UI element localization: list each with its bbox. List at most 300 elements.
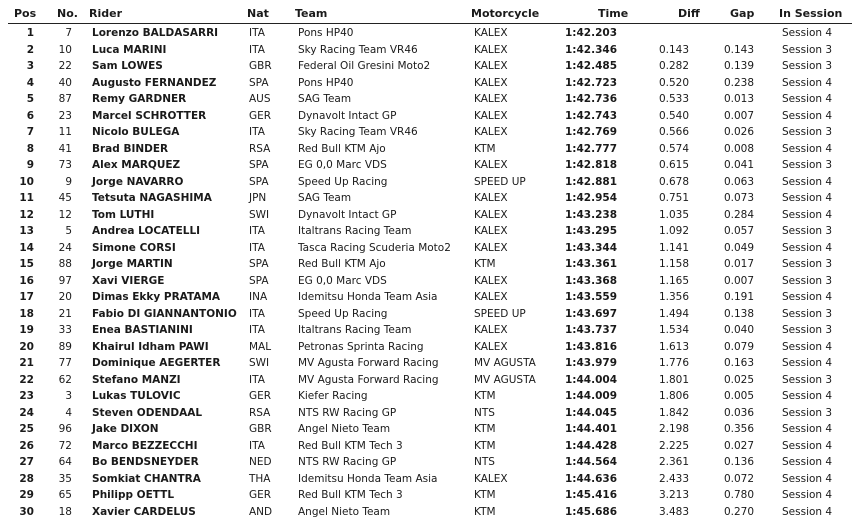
cell-motorcycle: KALEX	[474, 192, 508, 204]
cell-diff: 2.361	[658, 456, 689, 468]
cell-motorcycle: KALEX	[474, 340, 508, 353]
cell-nat: ITA	[249, 439, 265, 452]
cell-pos: 14	[19, 241, 34, 254]
cell-pos: 24	[19, 406, 34, 419]
cell-motorcycle: NTS	[474, 456, 495, 468]
cell-motorcycle: MV AGUSTA	[474, 373, 536, 386]
cell-rider: Lukas TULOVIC	[92, 390, 181, 402]
cell-gap: 0.138	[723, 307, 754, 320]
cell-team: Pons HP40	[298, 76, 354, 89]
table-row	[0, 388, 852, 405]
cell-pos: 22	[19, 373, 34, 386]
cell-nat: ITA	[249, 307, 265, 320]
cell-rider: Alex MARQUEZ	[92, 159, 181, 171]
cell-team: Sky Racing Team VR46	[298, 126, 418, 138]
cell-pos: 17	[19, 291, 34, 303]
cell-number: 40	[58, 76, 72, 89]
cell-rider: Somkiat CHANTRA	[92, 472, 201, 485]
cell-team: Tasca Racing Scuderia Moto2	[298, 241, 451, 254]
cell-number: 73	[58, 159, 72, 171]
cell-time: 1:43.344	[565, 241, 618, 254]
cell-gap: 0.008	[723, 142, 754, 155]
cell-time: 1:45.686	[565, 505, 618, 518]
table-row	[0, 207, 852, 224]
cell-motorcycle: KALEX	[474, 27, 508, 39]
cell-team: Idemitsu Honda Team Asia	[298, 291, 438, 303]
header-nat: Nat	[247, 7, 269, 20]
cell-nat: SWI	[249, 208, 270, 221]
cell-pos: 26	[19, 439, 34, 452]
cell-motorcycle: KALEX	[474, 93, 508, 105]
table-row	[0, 190, 852, 207]
cell-number: 35	[58, 472, 72, 485]
cell-diff: 1.842	[658, 406, 689, 419]
header-session: In Session	[779, 7, 843, 20]
cell-time: 1:43.737	[565, 324, 618, 336]
cell-number: 12	[58, 208, 72, 221]
cell-diff: 1.141	[658, 241, 689, 254]
table-row	[0, 124, 852, 141]
table-row	[0, 174, 852, 191]
cell-team: MV Agusta Forward Racing	[298, 357, 439, 369]
table-row	[0, 157, 852, 174]
table-row	[0, 75, 852, 92]
cell-number: 87	[58, 93, 72, 105]
cell-session: Session 3	[782, 258, 833, 270]
cell-nat: NED	[249, 456, 272, 468]
cell-pos: 5	[26, 93, 34, 105]
cell-session: Session 4	[782, 390, 833, 402]
cell-time: 1:43.979	[565, 357, 618, 369]
cell-pos: 3	[26, 60, 34, 72]
header-divider	[8, 23, 852, 24]
cell-diff: 0.282	[658, 60, 689, 72]
cell-session: Session 3	[782, 126, 833, 138]
cell-rider: Lorenzo BALDASARRI	[92, 27, 219, 39]
cell-diff: 2.198	[658, 423, 689, 435]
cell-team: Pons HP40	[298, 27, 354, 39]
cell-nat: ITA	[249, 324, 265, 336]
cell-time: 1:43.816	[565, 340, 618, 353]
cell-gap: 0.356	[723, 423, 754, 435]
cell-pos: 27	[19, 456, 34, 468]
cell-session: Session 4	[782, 340, 833, 353]
cell-number: 22	[58, 60, 72, 72]
cell-gap: 0.040	[723, 324, 754, 336]
cell-number: 3	[65, 390, 72, 402]
cell-team: Sky Racing Team VR46	[298, 43, 418, 56]
cell-nat: MAL	[249, 340, 272, 353]
header-pos: Pos	[14, 7, 37, 20]
cell-session: Session 3	[782, 307, 833, 320]
header-diff: Diff	[678, 7, 700, 20]
cell-nat: GBR	[249, 423, 272, 435]
cell-number: 72	[58, 439, 72, 452]
cell-pos: 18	[19, 307, 34, 320]
table-row	[0, 25, 852, 42]
cell-motorcycle: KALEX	[474, 109, 508, 122]
table-row	[0, 372, 852, 389]
cell-rider: Xavier CARDELUS	[92, 505, 196, 518]
cell-time: 1:43.238	[565, 208, 618, 221]
table-row	[0, 108, 852, 125]
cell-team: Federal Oil Gresini Moto2	[298, 60, 431, 72]
cell-diff: 1.534	[658, 324, 689, 336]
cell-diff: 0.540	[658, 109, 689, 122]
cell-number: 62	[58, 373, 72, 386]
cell-number: 89	[58, 340, 72, 353]
cell-time: 1:44.004	[565, 373, 618, 386]
cell-pos: 9	[26, 159, 34, 171]
cell-time: 1:44.564	[565, 456, 618, 468]
header-motorcycle: Motorcycle	[471, 7, 540, 20]
cell-rider: Stefano MANZI	[92, 373, 181, 386]
cell-nat: ITA	[249, 225, 265, 237]
cell-time: 1:42.736	[565, 93, 618, 105]
cell-nat: ITA	[249, 43, 265, 56]
cell-gap: 0.238	[723, 76, 754, 89]
cell-diff: 1.806	[658, 390, 689, 402]
cell-nat: GER	[249, 109, 272, 122]
cell-time: 1:42.723	[565, 76, 618, 89]
cell-team: Speed Up Racing	[298, 175, 388, 188]
cell-time: 1:42.954	[565, 192, 618, 204]
cell-gap: 0.026	[723, 126, 754, 138]
cell-motorcycle: KALEX	[474, 291, 508, 303]
cell-team: Italtrans Racing Team	[298, 324, 412, 336]
cell-time: 1:43.295	[565, 225, 618, 237]
cell-number: 77	[58, 357, 72, 369]
cell-gap: 0.079	[723, 340, 754, 353]
cell-time: 1:42.777	[565, 142, 618, 155]
cell-nat: ITA	[249, 241, 265, 254]
cell-time: 1:42.203	[565, 27, 618, 39]
cell-motorcycle: KALEX	[474, 76, 508, 89]
cell-pos: 13	[19, 225, 34, 237]
cell-gap: 0.013	[723, 93, 754, 105]
cell-number: 24	[58, 241, 72, 254]
cell-motorcycle: KALEX	[474, 60, 508, 72]
cell-rider: Brad BINDER	[92, 142, 169, 155]
cell-pos: 15	[19, 258, 34, 270]
cell-nat: ITA	[249, 373, 265, 386]
cell-gap: 0.191	[723, 291, 754, 303]
cell-time: 1:43.368	[565, 274, 618, 287]
cell-motorcycle: KALEX	[474, 225, 508, 237]
cell-rider: Andrea LOCATELLI	[92, 225, 201, 237]
cell-pos: 12	[19, 208, 34, 221]
cell-pos: 21	[19, 357, 34, 369]
cell-pos: 23	[19, 390, 34, 402]
cell-number: 96	[58, 423, 72, 435]
cell-diff: 1.165	[658, 274, 689, 287]
cell-nat: INA	[249, 291, 268, 303]
cell-diff: 0.566	[658, 126, 689, 138]
cell-rider: Xavi VIERGE	[92, 274, 165, 287]
cell-nat: RSA	[249, 142, 271, 155]
cell-nat: GER	[249, 489, 272, 501]
cell-rider: Luca MARINI	[92, 43, 167, 56]
cell-gap: 0.284	[723, 208, 754, 221]
cell-number: 88	[58, 258, 72, 270]
cell-rider: Dominique AEGERTER	[92, 357, 221, 369]
cell-pos: 25	[19, 423, 34, 435]
cell-diff: 0.520	[658, 76, 689, 89]
cell-motorcycle: KTM	[474, 423, 496, 435]
cell-diff: 0.574	[658, 142, 689, 155]
cell-gap: 0.780	[723, 489, 754, 501]
table-row	[0, 454, 852, 471]
cell-number: 7	[65, 27, 72, 39]
table-row	[0, 504, 852, 521]
cell-motorcycle: KALEX	[474, 159, 508, 171]
cell-team: EG 0,0 Marc VDS	[298, 274, 387, 287]
cell-session: Session 4	[782, 505, 833, 518]
cell-session: Session 4	[782, 208, 833, 221]
cell-session: Session 3	[782, 274, 833, 287]
cell-diff: 1.494	[658, 307, 689, 320]
cell-session: Session 3	[782, 324, 833, 336]
cell-nat: SPA	[249, 274, 269, 287]
cell-gap: 0.073	[723, 192, 754, 204]
cell-time: 1:42.818	[565, 159, 618, 171]
cell-session: Session 4	[782, 192, 833, 204]
cell-motorcycle: KALEX	[474, 472, 508, 485]
cell-diff: 1.613	[658, 340, 689, 353]
cell-number: 9	[65, 175, 72, 188]
table-row	[0, 91, 852, 108]
cell-diff: 1.356	[658, 291, 689, 303]
cell-session: Session 4	[782, 93, 833, 105]
cell-rider: Jorge NAVARRO	[92, 175, 184, 188]
cell-time: 1:44.009	[565, 390, 618, 402]
cell-pos: 30	[19, 505, 34, 518]
cell-time: 1:42.485	[565, 60, 618, 72]
cell-time: 1:42.769	[565, 126, 618, 138]
cell-team: NTS RW Racing GP	[298, 406, 397, 419]
cell-nat: RSA	[249, 406, 271, 419]
cell-rider: Tetsuta NAGASHIMA	[92, 192, 212, 204]
cell-time: 1:44.045	[565, 406, 618, 419]
cell-rider: Marcel SCHROTTER	[92, 109, 207, 122]
cell-number: 33	[58, 324, 72, 336]
cell-team: Red Bull KTM Ajo	[298, 142, 386, 155]
cell-gap: 0.041	[723, 159, 754, 171]
cell-team: Speed Up Racing	[298, 307, 388, 320]
cell-diff: 1.776	[658, 357, 689, 369]
cell-motorcycle: SPEED UP	[474, 175, 526, 188]
table-row	[0, 223, 852, 240]
cell-team: Dynavolt Intact GP	[298, 109, 397, 122]
cell-pos: 1	[26, 27, 34, 39]
cell-motorcycle: KALEX	[474, 241, 508, 254]
cell-rider: Khairul Idham PAWI	[92, 340, 209, 353]
cell-time: 1:44.401	[565, 423, 618, 435]
cell-motorcycle: KTM	[474, 390, 496, 402]
cell-rider: Enea BASTIANINI	[92, 324, 193, 336]
cell-motorcycle: KTM	[474, 505, 496, 518]
cell-motorcycle: KTM	[474, 258, 496, 270]
cell-nat: AUS	[249, 93, 271, 105]
table-body	[0, 24, 852, 520]
cell-team: EG 0,0 Marc VDS	[298, 159, 387, 171]
cell-pos: 10	[19, 175, 34, 188]
cell-motorcycle: KTM	[474, 439, 496, 452]
cell-time: 1:43.697	[565, 307, 618, 320]
cell-number: 5	[65, 225, 72, 237]
cell-motorcycle: KTM	[474, 489, 496, 501]
cell-session: Session 4	[782, 423, 833, 435]
cell-diff: 0.533	[658, 93, 689, 105]
cell-motorcycle: KALEX	[474, 208, 508, 221]
cell-rider: Bo BENDSNEYDER	[92, 456, 199, 468]
cell-time: 1:44.428	[565, 439, 618, 452]
cell-nat: GBR	[249, 60, 272, 72]
cell-motorcycle: KTM	[474, 142, 496, 155]
cell-time: 1:42.346	[565, 43, 618, 56]
cell-pos: 11	[19, 192, 34, 204]
cell-team: Dynavolt Intact GP	[298, 208, 397, 221]
cell-diff: 1.158	[658, 258, 689, 270]
table-row	[0, 405, 852, 422]
cell-diff: 2.225	[658, 439, 689, 452]
table-row	[0, 355, 852, 372]
cell-rider: Augusto FERNANDEZ	[92, 76, 217, 89]
cell-pos: 6	[26, 109, 34, 122]
cell-time: 1:45.416	[565, 489, 618, 501]
cell-rider: Sam LOWES	[92, 60, 163, 72]
cell-team: Red Bull KTM Tech 3	[298, 489, 403, 501]
cell-pos: 4	[26, 76, 34, 89]
cell-number: 18	[58, 505, 72, 518]
cell-session: Session 4	[782, 291, 833, 303]
cell-pos: 29	[19, 489, 34, 501]
cell-motorcycle: NTS	[474, 406, 495, 419]
cell-diff: 1.035	[658, 208, 689, 221]
cell-motorcycle: KALEX	[474, 126, 508, 138]
cell-session: Session 4	[782, 109, 833, 122]
cell-diff: 3.213	[658, 489, 689, 501]
cell-number: 41	[58, 142, 72, 155]
cell-team: Italtrans Racing Team	[298, 225, 412, 237]
table-row	[0, 339, 852, 356]
cell-motorcycle: KALEX	[474, 274, 508, 287]
cell-diff: 0.615	[658, 159, 689, 171]
cell-rider: Simone CORSI	[92, 241, 176, 254]
cell-motorcycle: SPEED UP	[474, 307, 526, 320]
cell-gap: 0.025	[723, 373, 754, 386]
cell-rider: Nicolo BULEGA	[92, 126, 180, 138]
table-row	[0, 240, 852, 257]
cell-rider: Steven ODENDAAL	[92, 406, 203, 419]
cell-team: Angel Nieto Team	[298, 505, 391, 518]
cell-gap: 0.139	[723, 60, 754, 72]
cell-time: 1:43.361	[565, 258, 618, 270]
cell-pos: 19	[19, 324, 34, 336]
cell-team: Petronas Sprinta Racing	[298, 340, 424, 353]
cell-motorcycle: KALEX	[474, 43, 508, 56]
cell-session: Session 4	[782, 241, 833, 254]
cell-number: 97	[58, 274, 72, 287]
cell-team: NTS RW Racing GP	[298, 456, 397, 468]
table-row	[0, 322, 852, 339]
header-gap: Gap	[730, 7, 755, 20]
cell-session: Session 4	[782, 142, 833, 155]
table-row	[0, 256, 852, 273]
cell-pos: 8	[26, 142, 34, 155]
cell-number: 64	[58, 456, 72, 468]
cell-rider: Jake DIXON	[92, 423, 159, 435]
cell-gap: 0.072	[723, 472, 754, 485]
cell-session: Session 3	[782, 60, 833, 72]
cell-team: MV Agusta Forward Racing	[298, 373, 439, 386]
cell-session: Session 4	[782, 439, 833, 452]
cell-gap: 0.007	[723, 274, 754, 287]
cell-session: Session 4	[782, 76, 833, 89]
cell-nat: THA	[249, 472, 271, 485]
cell-nat: SPA	[249, 159, 269, 171]
cell-rider: Jorge MARTIN	[92, 258, 173, 270]
cell-diff: 3.483	[658, 505, 689, 518]
table-row	[0, 289, 852, 306]
cell-motorcycle: KALEX	[474, 324, 508, 336]
cell-nat: AND	[249, 505, 273, 518]
cell-session: Session 4	[782, 27, 833, 39]
cell-number: 20	[58, 291, 72, 303]
cell-session: Session 4	[782, 472, 833, 485]
table-row	[0, 273, 852, 290]
cell-number: 4	[65, 406, 72, 419]
cell-nat: ITA	[249, 27, 265, 39]
cell-session: Session 4	[782, 456, 833, 468]
cell-team: Kiefer Racing	[298, 390, 368, 402]
cell-number: 21	[58, 307, 72, 320]
cell-nat: ITA	[249, 126, 265, 138]
table-header	[0, 0, 852, 24]
cell-gap: 0.143	[723, 43, 754, 56]
cell-session: Session 3	[782, 225, 833, 237]
cell-gap: 0.270	[723, 505, 754, 518]
cell-pos: 16	[19, 274, 34, 287]
cell-nat: SWI	[249, 357, 270, 369]
cell-rider: Marco BEZZECCHI	[92, 439, 198, 452]
cell-gap: 0.007	[723, 109, 754, 122]
cell-team: Red Bull KTM Ajo	[298, 258, 386, 270]
cell-time: 1:42.743	[565, 109, 618, 122]
cell-pos: 2	[26, 43, 34, 56]
cell-nat: SPA	[249, 258, 269, 270]
cell-rider: Tom LUTHI	[92, 208, 155, 221]
cell-time: 1:44.636	[565, 472, 618, 485]
cell-rider: Dimas Ekky PRATAMA	[92, 291, 221, 303]
table-row	[0, 58, 852, 75]
cell-session: Session 4	[782, 175, 833, 188]
table-row	[0, 421, 852, 438]
cell-diff: 1.801	[658, 373, 689, 386]
cell-team: Angel Nieto Team	[298, 423, 391, 435]
cell-session: Session 4	[782, 357, 833, 369]
cell-gap: 0.005	[723, 390, 754, 402]
cell-gap: 0.049	[723, 241, 754, 254]
cell-pos: 20	[19, 340, 34, 353]
cell-gap: 0.057	[723, 225, 754, 237]
header-time: Time	[598, 7, 629, 20]
cell-nat: SPA	[249, 175, 269, 188]
cell-number: 65	[58, 489, 72, 501]
cell-diff: 2.433	[658, 472, 689, 485]
cell-gap: 0.163	[723, 357, 754, 369]
cell-number: 11	[58, 126, 72, 138]
